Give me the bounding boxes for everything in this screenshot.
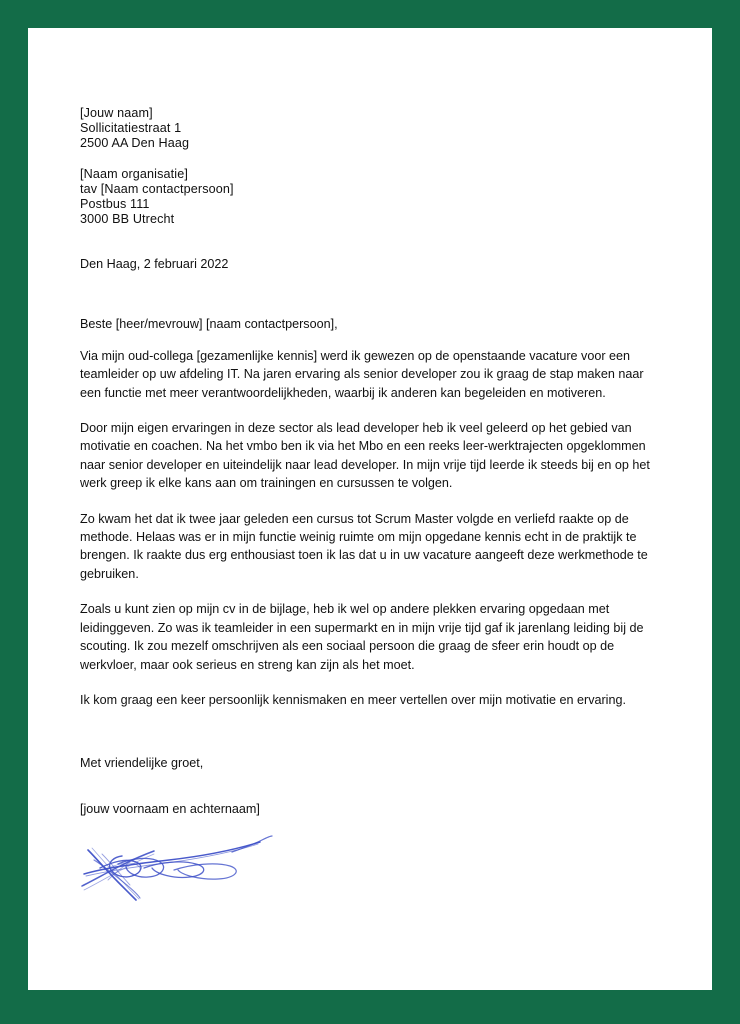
recipient-address-line: [Naam organisatie] [80,166,188,181]
handwritten-signature [74,824,304,914]
spacer [80,772,656,802]
sender-address-block [80,106,656,152]
letter-content [80,106,656,817]
recipient-address-line: Postbus 111 [80,197,150,212]
recipient-address-line: tav [Naam contactpersoon] [80,181,234,196]
body-paragraph: Door mijn eigen ervaringen in deze sector als lead developer heb ik veel geleerd op het gebied van motivatie en coachen. Na het vmbo ben ik via het Mbo en een reeks leer-werktrajecten opgeklommen naar senior developer en uiteindelijk naar lead developer. In mijn vrije tijd leerde ik steeds bij en op het werk greep ik elke kans aan om trainingen en cursussen te volgen. [80,421,650,491]
body-paragraph: Zo kwam het dat ik twee jaar geleden een cursus tot Scrum Master volgde en verliefd raakte op de methode. Helaas was er in mijn functie weinig ruimte om mijn opgedane kennis echt in de praktijk te brengen. Ik raakte dus erg enthousiast toen ik las dat u in uw vacature aangeeft deze werkmethode te gebruiken. [80,511,648,581]
recipient-address-line: 3000 BB Utrecht [80,212,175,227]
recipient-address-block [80,167,656,228]
sender-address-line: Sollicitatiestraat 1 [80,121,182,136]
signature-name-line: [jouw voornaam en achternaam] [80,801,260,816]
body-paragraph: Zoals u kunt zien op mijn cv in de bijlage, heb ik wel op andere plekken ervaring opgedaan met leidinggeven. Zo was ik teamleider in een supermarkt en in mijn vrije tijd gaf ik jarenlang leiding bij de scouting. Ik zou mezelf omschrijven als een sociaal persoon die graag de sfeer erin houdt op de werkvloer, maar ook serieus en streng kan zijn als het moet. [80,602,644,672]
spacer [80,152,656,167]
spacer [80,332,656,347]
body-paragraph: Ik kom graag een keer persoonlijk kennismaken en meer vertellen over mijn motivatie en ervaring. [80,692,626,707]
sender-address-line: 2500 AA Den Haag [80,136,190,151]
body-paragraph: Via mijn oud-collega [gezamenlijke kennis] werd ik gewezen op de openstaande vacature voor een teamleider op uw afdeling IT. Na jaren ervaring als senior developer zou ik graag de stap maken naar een functie met meer verantwoordelijkheden, waarbij ik anderen kan begeleiden en motiveren. [80,348,644,400]
spacer [80,726,656,756]
spacer [80,227,656,257]
sender-address-line: [Jouw naam] [80,106,153,120]
date-line: Den Haag, 2 februari 2022 [80,257,229,272]
handwritten-signature-icon [74,824,304,914]
spacer [80,273,656,317]
letter-page [28,28,712,990]
salutation: Beste [heer/mevrouw] [naam contactpersoon], [80,316,338,331]
closing-line: Met vriendelijke groet, [80,756,204,771]
